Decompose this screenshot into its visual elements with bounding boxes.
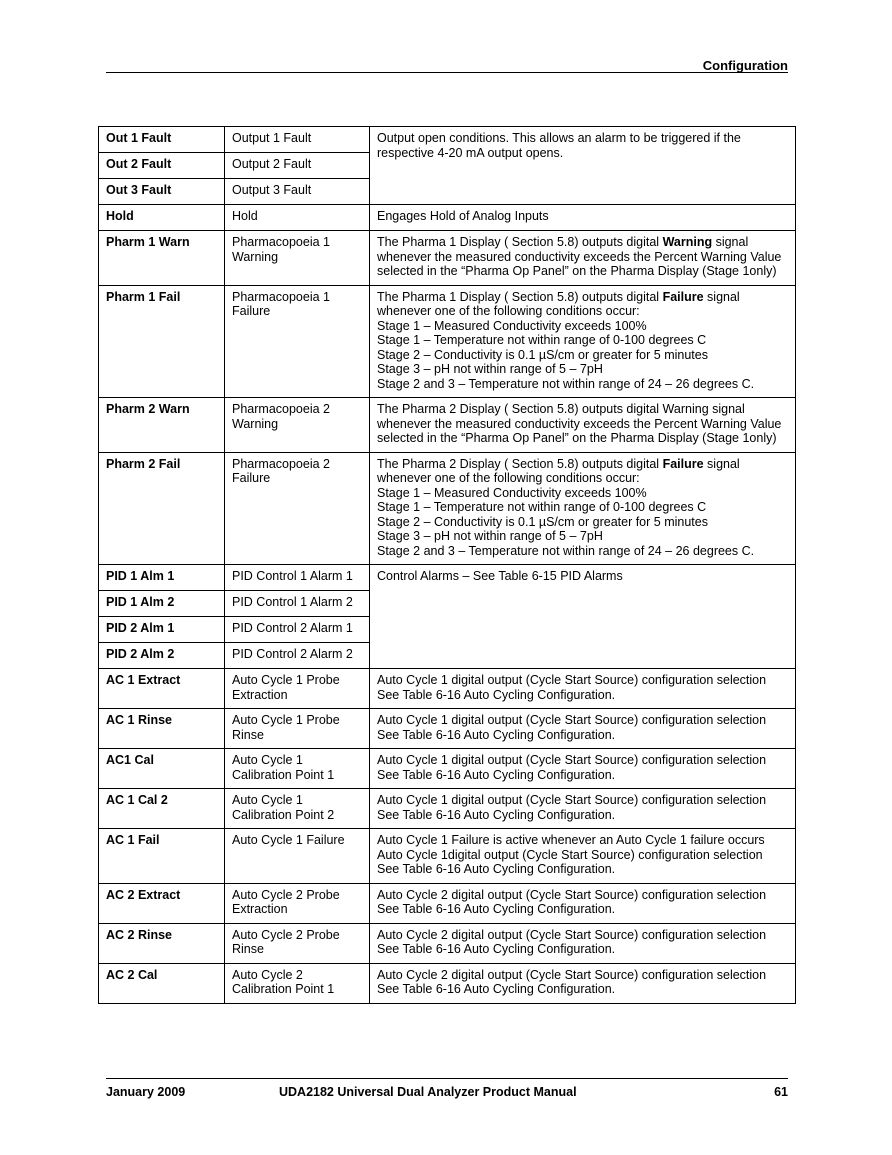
table-row (99, 789, 796, 829)
table-row (99, 883, 796, 923)
cell-description (370, 789, 796, 829)
cell-name: Pharm 2 Warn (99, 398, 225, 453)
cell-name: Pharm 1 Fail (99, 285, 225, 398)
condition-line: Stage 2 – Conductivity is 0.1 µS/cm or greater for 5 minutes (377, 514, 708, 529)
cell-description (370, 127, 796, 205)
cell-label: Output 1 Fault (225, 127, 370, 153)
table-row (99, 205, 796, 231)
description-text: Auto Cycle 1 digital output (Cycle Start Source) configuration selection (377, 753, 767, 767)
table-row (99, 398, 796, 453)
cell-name: AC 1 Extract (99, 669, 225, 709)
table-row (99, 231, 796, 286)
cell-label: Auto Cycle 2 Calibration Point 1 (225, 963, 370, 1003)
cell-label: Auto Cycle 1 Probe Rinse (225, 709, 370, 749)
condition-line: Stage 2 and 3 – Temperature not within range of 24 – 26 degrees C. (377, 543, 755, 558)
cell-description (370, 205, 796, 231)
table-row (99, 829, 796, 884)
page-footer (106, 1078, 788, 1099)
emphasis-text: Failure (662, 456, 704, 471)
description-text: The Pharma 1 Display ( Section 5.8) outputs digital (377, 289, 663, 304)
table-row (99, 749, 796, 789)
cell-label: PID Control 1 Alarm 2 (225, 591, 370, 617)
cell-label: Output 2 Fault (225, 153, 370, 179)
cell-name: AC 1 Fail (99, 829, 225, 884)
table-row (99, 565, 796, 591)
footer-manual-title: UDA2182 Universal Dual Analyzer Product Manual (279, 1085, 577, 1099)
table-row (99, 669, 796, 709)
condition-line: Stage 1 – Measured Conductivity exceeds 100% (377, 485, 647, 500)
description-text: signal whenever the measured conductivity exceeds the Percent Warning Value selected in the “Pharma Op Panel” on the Pharma Display (Stage 1only) (377, 235, 782, 278)
description-text: Auto Cycle 2 digital output (Cycle Start Source) configuration selection (377, 927, 767, 942)
cell-name: AC 1 Cal 2 (99, 789, 225, 829)
description-text: See Table 6-16 Auto Cycling Configuration. (377, 807, 616, 822)
description-text: signal whenever one of the following conditions occur: (377, 289, 740, 318)
cell-name: AC 1 Rinse (99, 709, 225, 749)
description-text: See Table 6-16 Auto Cycling Configuration. (377, 942, 616, 956)
cell-description (370, 883, 796, 923)
configuration-table (98, 126, 796, 1004)
page-number: 61 (774, 1085, 788, 1099)
cell-description (370, 398, 796, 453)
description-text: Auto Cycle 2 digital output (Cycle Start Source) configuration selection (377, 887, 767, 902)
condition-line: Stage 2 and 3 – Temperature not within range of 24 – 26 degrees C. (377, 376, 755, 391)
condition-line: Stage 1 – Measured Conductivity exceeds 100% (377, 318, 647, 333)
cell-description (370, 923, 796, 963)
description-text: Auto Cycle 1 Failure is active whenever an Auto Cycle 1 failure occurs (377, 833, 765, 847)
cell-name: Pharm 1 Warn (99, 231, 225, 286)
cell-name: AC 2 Cal (99, 963, 225, 1003)
cell-label: Auto Cycle 1 Calibration Point 2 (225, 789, 370, 829)
table-row (99, 452, 796, 565)
cell-label: Pharmacopoeia 2 Warning (225, 398, 370, 453)
cell-name: PID 2 Alm 1 (99, 617, 225, 643)
footer-date: January 2009 (106, 1085, 186, 1099)
description-text: Auto Cycle 1digital output (Cycle Start Source) configuration selection (377, 847, 763, 862)
cell-label: Output 3 Fault (225, 179, 370, 205)
cell-label: Auto Cycle 2 Probe Rinse (225, 923, 370, 963)
description-text: Auto Cycle 1 digital output (Cycle Start Source) configuration selection (377, 673, 767, 687)
condition-line: Stage 3 – pH not within range of 5 – 7pH (377, 529, 603, 543)
cell-name: Out 1 Fault (99, 127, 225, 153)
description-text: Engages Hold of Analog Inputs (377, 209, 549, 223)
description-text: See Table 6-16 Auto Cycling Configuration. (377, 902, 616, 916)
cell-label: PID Control 2 Alarm 2 (225, 643, 370, 669)
section-title: Configuration (702, 58, 788, 73)
cell-label: PID Control 1 Alarm 1 (225, 565, 370, 591)
cell-label: Auto Cycle 1 Calibration Point 1 (225, 749, 370, 789)
emphasis-text: Warning (662, 235, 713, 249)
description-text: The Pharma 1 Display ( Section 5.8) outputs digital (377, 235, 663, 249)
table-row (99, 923, 796, 963)
condition-line: Stage 1 – Temperature not within range of 0-100 degrees C (377, 500, 707, 514)
cell-label: Auto Cycle 2 Probe Extraction (225, 883, 370, 923)
cell-name: Out 2 Fault (99, 153, 225, 179)
table-row (99, 285, 796, 398)
description-text: Control Alarms – See Table 6-15 PID Alarms (377, 569, 623, 583)
cell-name: Pharm 2 Fail (99, 452, 225, 565)
page-header (106, 56, 788, 73)
description-text: See Table 6-16 Auto Cycling Configuration. (377, 862, 616, 876)
cell-label: Hold (225, 205, 370, 231)
description-text: Auto Cycle 2 digital output (Cycle Start Source) configuration selection (377, 967, 767, 982)
description-text: Auto Cycle 1 digital output (Cycle Start Source) configuration selection (377, 793, 767, 807)
emphasis-text: Failure (662, 289, 704, 304)
condition-line: Stage 1 – Temperature not within range of 0-100 degrees C (377, 333, 707, 347)
cell-name: Hold (99, 205, 225, 231)
cell-description (370, 749, 796, 789)
cell-description (370, 669, 796, 709)
description-text: Auto Cycle 1 digital output (Cycle Start Source) configuration selection (377, 713, 767, 727)
cell-name: PID 1 Alm 2 (99, 591, 225, 617)
cell-label: PID Control 2 Alarm 1 (225, 617, 370, 643)
cell-name: PID 2 Alm 2 (99, 643, 225, 669)
cell-description (370, 963, 796, 1003)
cell-label: Auto Cycle 1 Failure (225, 829, 370, 884)
table-row (99, 709, 796, 749)
description-text: See Table 6-16 Auto Cycling Configuration. (377, 982, 616, 996)
cell-label: Auto Cycle 1 Probe Extraction (225, 669, 370, 709)
cell-label: Pharmacopoeia 2 Failure (225, 452, 370, 565)
description-text: Output open conditions. This allows an alarm to be triggered if the respective 4-20 mA output opens. (377, 131, 741, 160)
cell-description (370, 709, 796, 749)
cell-name: PID 1 Alm 1 (99, 565, 225, 591)
cell-name: AC1 Cal (99, 749, 225, 789)
table-row (99, 963, 796, 1003)
cell-name: Out 3 Fault (99, 179, 225, 205)
cell-description (370, 285, 796, 398)
cell-label: Pharmacopoeia 1 Warning (225, 231, 370, 286)
cell-description (370, 829, 796, 884)
description-text: The Pharma 2 Display ( Section 5.8) outputs digital Warning signal whenever the measured conductivity exceeds the Percent Warning Value selected in the “Pharma Op Panel” on the Pharma Display (Stage 1only) (377, 402, 782, 445)
description-text: See Table 6-16 Auto Cycling Configuration. (377, 767, 616, 782)
description-text: The Pharma 2 Display ( Section 5.8) outputs digital (377, 456, 663, 471)
cell-description (370, 565, 796, 669)
cell-label: Pharmacopoeia 1 Failure (225, 285, 370, 398)
condition-line: Stage 2 – Conductivity is 0.1 µS/cm or greater for 5 minutes (377, 347, 708, 362)
description-text: signal whenever one of the following conditions occur: (377, 456, 740, 485)
cell-name: AC 2 Extract (99, 883, 225, 923)
description-text: See Table 6-16 Auto Cycling Configuration. (377, 687, 616, 702)
cell-description (370, 231, 796, 286)
cell-name: AC 2 Rinse (99, 923, 225, 963)
description-text: See Table 6-16 Auto Cycling Configuration. (377, 727, 616, 742)
cell-description (370, 452, 796, 565)
condition-line: Stage 3 – pH not within range of 5 – 7pH (377, 362, 603, 376)
table-row (99, 127, 796, 153)
